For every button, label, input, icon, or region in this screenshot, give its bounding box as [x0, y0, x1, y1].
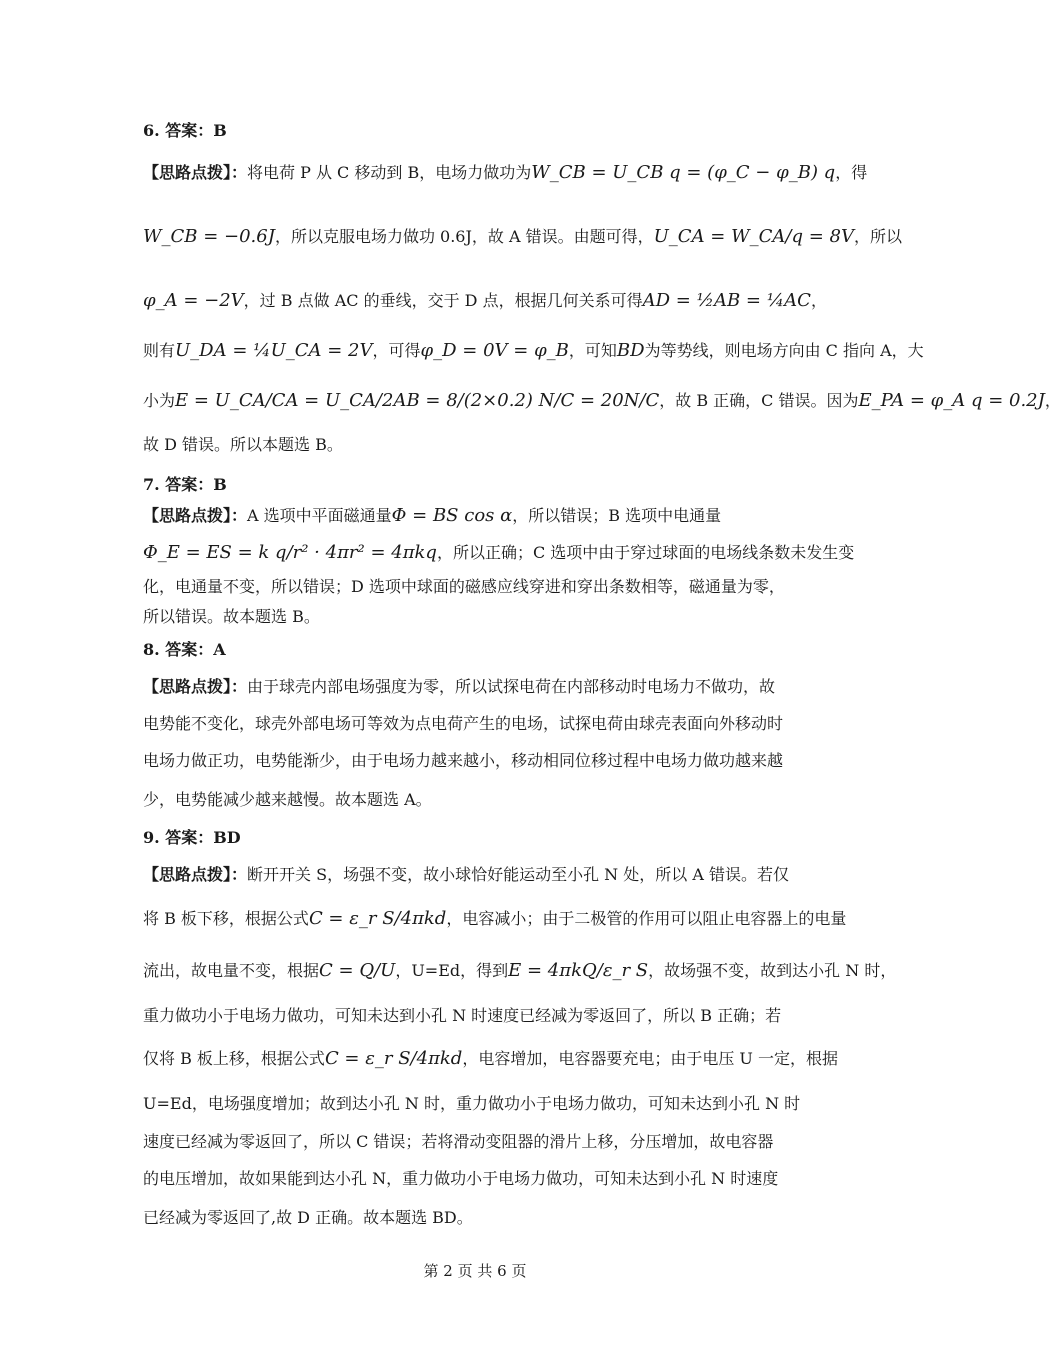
q6-text: ，故 B 正确，C 错误。因为 [659, 391, 859, 410]
q6-text: 小为 [143, 391, 176, 410]
q8-line-3: 电场力做正功，电势能渐少，由于电场力越来越小，移动相同位移过程中电场力做功越来越 [143, 751, 784, 770]
q9-formula: E = 4πkQ/ε_r S [508, 960, 649, 981]
q9-line-5 [143, 1046, 838, 1069]
q6-answer: 6. 答案：B [143, 121, 227, 140]
q6-formula: φ_D = 0V = φ_B [420, 340, 569, 361]
q7-formula: Φ = BS cos α [391, 505, 513, 526]
hint-label: 【思路点拨】： [143, 163, 248, 182]
q7-line-4: 所以错误。故本题选 B。 [143, 607, 320, 626]
q6-text: 为等势线，则电场方向由 C 指向 A，大 [644, 341, 924, 360]
q7-line-3: 化，电通量不变，所以错误；D 选项中球面的磁感应线穿进和穿出条数相等，磁通量为零， [143, 577, 785, 596]
q9-formula: C = Q/U [319, 960, 396, 981]
page-footer: 第 2 页 共 6 页 [423, 1262, 527, 1280]
q7-line-2 [143, 540, 854, 563]
q6-formula: E = U_CA/CA = U_CA/2AB = 8/(2×0.2) N/C = 20N/C [175, 390, 660, 411]
q6-text: ，可知 [568, 341, 617, 360]
q6-formula: W_CB = −0.6J [143, 226, 275, 247]
q6-line-6: 故 D 错误。所以本题选 B。 [143, 435, 343, 454]
q6-formula: AD = ½AB = ¼AC [642, 290, 811, 311]
q6-text: ，得 [835, 163, 868, 182]
q9-formula-capacitance: C = ε_r S/4πkd [324, 1048, 463, 1069]
q6-text: ， [1044, 391, 1061, 410]
q9-line-3 [143, 958, 896, 981]
hint-label: 【思路点拨】： [143, 506, 248, 525]
q6-formula: BD [616, 340, 645, 361]
q7-formula: Φ_E = ES = k q/r² · 4πr² = 4πkq [143, 542, 437, 563]
q9-text: 仅将 B 板上移，根据公式 [143, 1049, 325, 1068]
q6-text: ，可得 [372, 341, 421, 360]
q9-text: 将 B 板下移，根据公式 [143, 909, 309, 928]
hint-label: 【思路点拨】： [143, 677, 248, 696]
q7-answer: 7. 答案：B [143, 475, 227, 494]
q6-line-4 [143, 338, 924, 361]
q9-line-8: 的电压增加，故如果能到达小孔 N，重力做功小于电场力做功，可知未达到小孔 N 时速度 [143, 1169, 779, 1188]
q6-line-5 [143, 388, 1061, 411]
hint-label: 【思路点拨】： [143, 865, 248, 884]
q9-line-2 [143, 906, 846, 929]
q8-line-2: 电势能不变化，球壳外部电场可等效为点电荷产生的电场，试探电荷由球壳表面向外移动时 [143, 714, 784, 733]
q6-line-2 [143, 224, 902, 247]
q9-text: ，电容减小；由于二极管的作用可以阻止电容器上的电量 [446, 909, 847, 928]
q9-text: ，U=Ed，得到 [395, 961, 509, 980]
q9-text: ，电容增加，电容器要充电；由于电压 U 一定，根据 [462, 1049, 838, 1068]
q6-formula: φ_A = −2V [143, 290, 244, 311]
q9-formula-capacitance: C = ε_r S/4πkd [308, 908, 447, 929]
q7-text: ，所以错误；B 选项中电通量 [512, 506, 722, 525]
q9-line-7: 速度已经减为零返回了，所以 C 错误；若将滑动变阻器的滑片上移，分压增加，故电容器 [143, 1132, 774, 1151]
q9-line-9: 已经减为零返回了,故 D 正确。故本题选 BD。 [143, 1208, 473, 1227]
q7-text: ，所以正确；C 选项中由于穿过球面的电场线条数未发生变 [436, 543, 855, 562]
q6-line-3 [143, 288, 827, 311]
q8-line-4: 少，电势能减少越来越慢。故本题选 A。 [143, 790, 432, 809]
q9-answer: 9. 答案：BD [143, 828, 241, 847]
q6-text: ， [810, 291, 827, 310]
q9-line-4: 重力做功小于电场力做功，可知未达到小孔 N 时速度已经减为零返回了，所以 B 正确；若 [143, 1006, 782, 1025]
q7-line-1 [143, 503, 721, 526]
q6-text: 则有 [143, 341, 176, 360]
q9-line-6: U=Ed，电场强度增加；故到达小孔 N 时，重力做功小于电场力做功，可知未达到小孔 N 时 [143, 1094, 801, 1113]
q8-answer: 8. 答案：A [143, 640, 226, 659]
q6-text: ，过 B 点做 AC 的垂线，交于 D 点，根据几何关系可得 [243, 291, 643, 310]
q6-text: ，所以克服电场力做功 0.6J，故 A 错误。由题可得， [274, 227, 654, 246]
q9-text: 断开开关 S，场强不变，故小球恰好能运动至小孔 N 处，所以 A 错误。若仅 [247, 865, 789, 884]
q6-formula: U_CA = W_CA/q = 8V [653, 226, 854, 247]
q8-text: 由于球壳内部电场强度为零，所以试探电荷在内部移动时电场力不做功，故 [247, 677, 776, 696]
q8-line-1 [143, 674, 775, 697]
q6-formula-work: W_CB = U_CB q = (φ_C − φ_B) q [531, 162, 836, 183]
q6-text: ，所以 [853, 227, 902, 246]
q6-formula: E_PA = φ_A q = 0.2J [858, 390, 1045, 411]
q9-text: 流出，故电量不变，根据 [143, 961, 320, 980]
q6-line-1 [143, 160, 867, 183]
q7-text: A 选项中平面磁通量 [247, 506, 392, 525]
q9-text: ，故场强不变，故到达小孔 N 时， [648, 961, 897, 980]
q6-text: 将电荷 P 从 C 移动到 B，电场力做功为 [247, 163, 532, 182]
q6-formula: U_DA = ¼U_CA = 2V [175, 340, 373, 361]
q9-line-1 [143, 862, 789, 885]
